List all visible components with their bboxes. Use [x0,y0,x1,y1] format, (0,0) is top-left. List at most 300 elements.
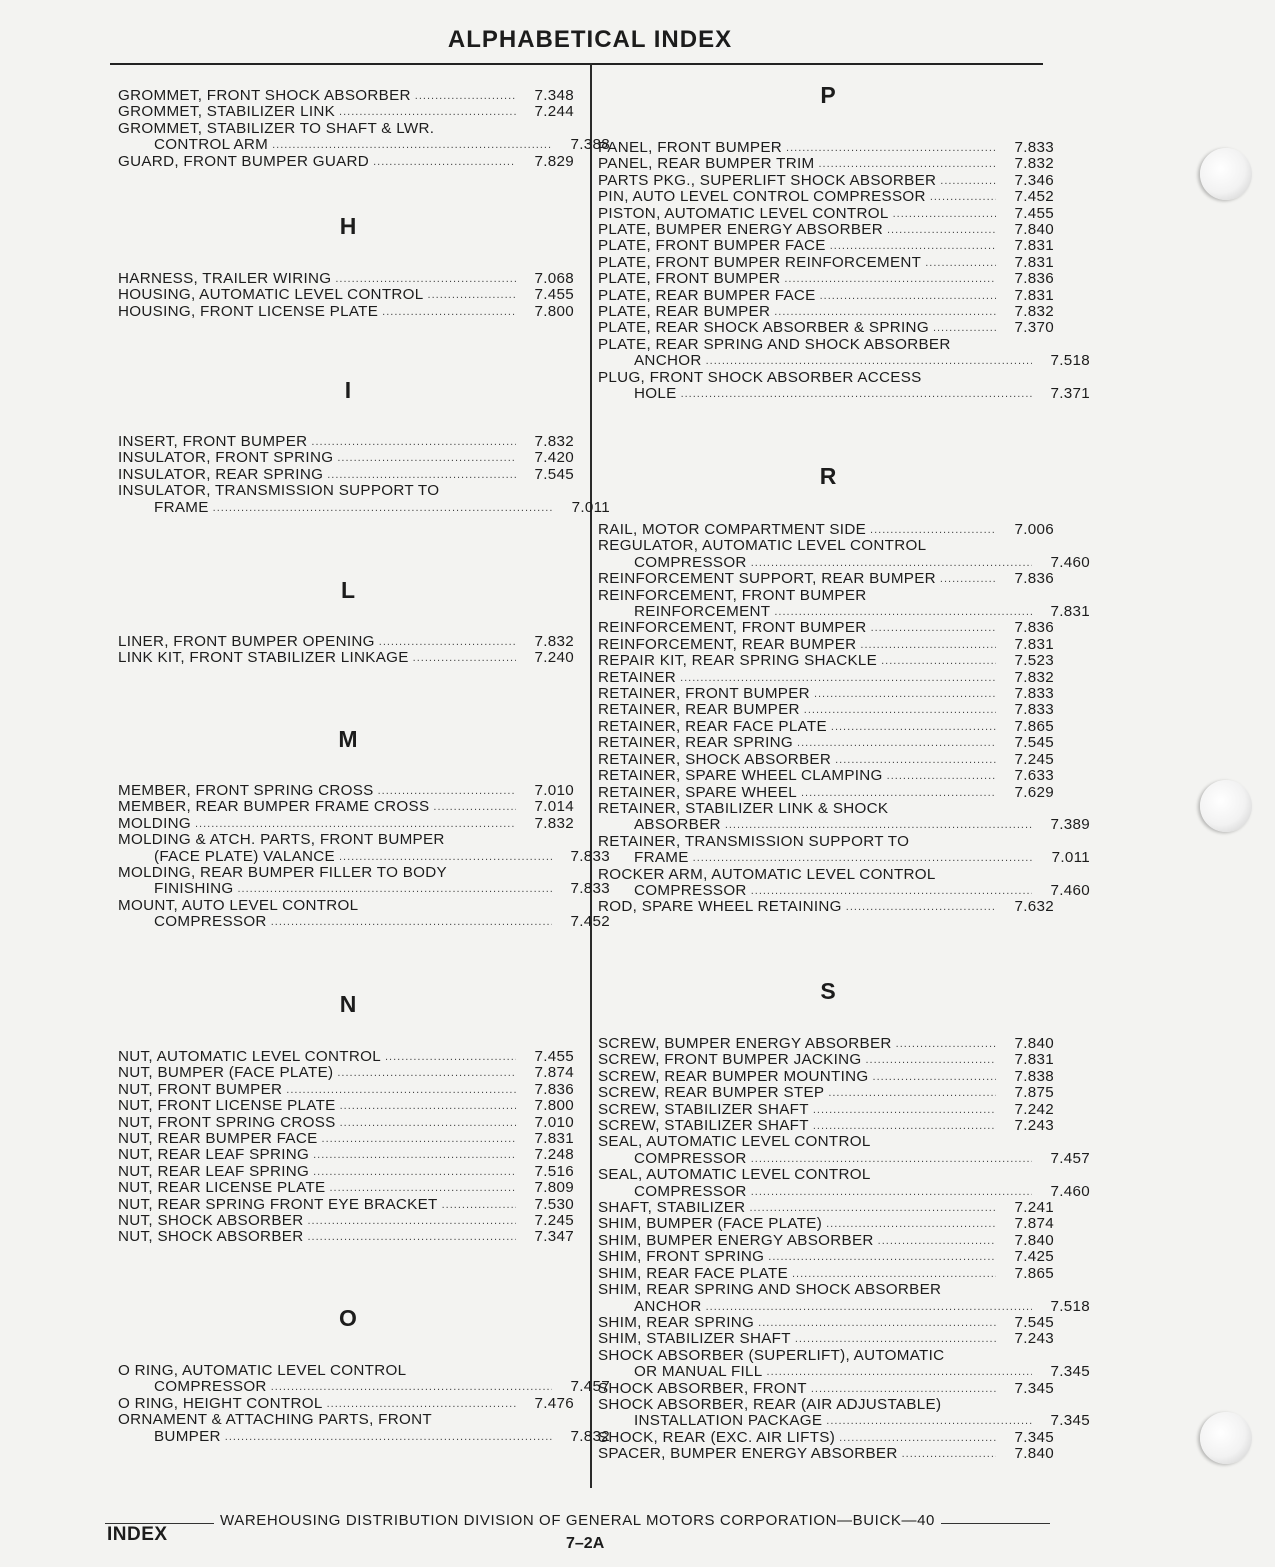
dot-leader [225,1429,552,1445]
entry-line [598,288,1058,304]
entry-continuation-line [118,881,614,897]
entry-line [598,1134,1058,1150]
page-reference: 7.832 [1014,304,1054,321]
entry-text: O RING, HEIGHT CONTROL [118,1395,323,1412]
entry-line [598,1118,1058,1134]
page-title: ALPHABETICAL INDEX [447,26,733,53]
page-reference: 7.831 [534,1131,574,1148]
section-p-entries [598,140,1090,403]
page-reference: 7.809 [534,1180,574,1197]
section-i-entries [118,434,610,516]
entry-line [598,735,1058,751]
section-letter: L [340,577,356,603]
page-reference: 7.457 [570,1379,610,1396]
entry-continuation-line [598,1299,1094,1315]
page-reference: 7.455 [534,1049,574,1065]
page-reference: 7.831 [1050,604,1090,621]
entry-line [118,832,578,848]
entry-line [598,719,1058,735]
entry-text: NUT, FRONT SPRING CROSS [118,1114,336,1131]
index-entry [118,897,610,931]
page-reference: 7.629 [1014,784,1054,801]
entry-text: NUT, REAR LICENSE PLATE [118,1180,326,1197]
dot-leader [335,271,516,287]
section-letter: N [339,991,357,1017]
index-entry [598,1167,1090,1200]
entry-line [598,571,1058,587]
index-entry [118,88,580,104]
index-entry [598,320,1060,336]
entry-line [598,1446,1058,1462]
dot-leader [814,686,996,702]
page-reference: 7.011 [571,499,610,516]
entry-text: HOLE [634,386,677,403]
page-reference: 7.518 [1050,1298,1090,1315]
entry-continuation-line [598,353,1094,369]
entry-line [598,1069,1058,1085]
index-entry [118,865,610,898]
dot-leader [311,434,516,450]
index-entry [598,1315,1060,1331]
dot-leader [272,137,552,153]
section-i [118,370,580,410]
entry-line [598,173,1058,189]
entry-text: ORNAMENT & ATTACHING PARTS, FRONT [118,1412,432,1429]
entry-text: SHIM, REAR SPRING [598,1314,755,1331]
entry-line [118,1180,578,1196]
dot-leader [887,222,996,238]
dot-leader [337,450,516,466]
index-entry [598,1069,1060,1085]
dot-leader [873,1069,996,1085]
page-reference: 7.460 [1050,882,1090,899]
dot-leader [811,1381,996,1397]
entry-text: RETAINER, REAR FACE PLATE [598,718,827,735]
entry-line [598,1036,1058,1052]
index-entry [598,189,1060,205]
page-reference: 7.425 [1014,1249,1054,1266]
entry-line [118,1213,578,1229]
index-entry [598,173,1060,189]
dot-leader [871,620,996,636]
page-reference: 7.838 [1014,1068,1054,1085]
index-entry [118,450,580,466]
page-reference: 7.831 [1014,287,1054,304]
entry-continuation-line [598,850,1094,866]
page-reference: 7.452 [1014,189,1054,206]
index-entry [118,483,610,516]
entry-text: NUT, REAR SPRING FRONT EYE BRACKET [118,1196,438,1213]
entry-line [598,752,1058,768]
section-letter: M [338,726,358,752]
entry-line [598,867,1058,883]
page-reference: 7.833 [570,848,610,865]
section-m [118,719,580,759]
entry-text: (FACE PLATE) VALANCE [154,848,335,865]
entry-line [118,816,578,832]
entry-text: REINFORCEMENT, FRONT BUMPER [598,587,867,604]
entry-text: NUT, REAR LEAF SPRING [118,1147,310,1164]
dot-leader [835,752,996,768]
page-reference: 7.632 [1014,899,1054,916]
index-entry [598,1430,1060,1446]
entry-line [598,255,1058,271]
page-reference: 7.348 [534,88,574,104]
entry-line [598,670,1058,686]
index-entry [118,1363,610,1396]
section-r [598,456,1060,496]
page-reference: 7.245 [534,1213,574,1230]
entry-line [118,1396,578,1412]
entry-text: NUT, BUMPER (FACE PLATE) [118,1065,334,1082]
entry-text: FRAME [634,850,689,867]
entry-line [118,1049,578,1065]
entry-line [598,370,1058,386]
entry-text: INSULATOR, REAR SPRING [118,466,324,483]
entry-text: PLATE, REAR BUMPER FACE [598,287,816,304]
dot-leader [826,1413,1032,1429]
index-entry [598,899,1060,915]
index-entry [118,1412,610,1445]
dot-leader [415,88,516,104]
page-reference: 7.831 [1014,238,1054,255]
dot-leader [313,1147,516,1163]
page-reference: 7.518 [1050,353,1090,370]
page-reference: 7.840 [1014,222,1054,239]
entry-text: PANEL, FRONT BUMPER [598,140,783,156]
entry-text: GROMMET, STABILIZER TO SHAFT & LWR. [118,120,435,137]
entry-line [598,1282,1058,1298]
dot-leader [725,817,1032,833]
index-entry [118,1098,580,1114]
section-s-entries [598,1036,1090,1463]
index-entry [598,866,1090,900]
entry-continuation-line [598,1151,1094,1167]
dot-leader [313,1164,516,1180]
entry-text: REPAIR KIT, REAR SPRING SHACKLE [598,653,878,670]
entry-text: RETAINER, FRONT BUMPER [598,686,810,703]
page-reference: 7.840 [1014,1036,1054,1052]
page-reference: 7.242 [1014,1101,1054,1118]
page-reference: 7.840 [1014,1232,1054,1249]
binder-hole [1200,780,1252,832]
entry-text: PLATE, REAR SHOCK ABSORBER & SPRING [598,320,929,337]
entry-text: SHIM, BUMPER (FACE PLATE) [598,1216,823,1233]
entry-text: SEAL, AUTOMATIC LEVEL CONTROL [598,1134,871,1151]
page-reference: 7.633 [1014,768,1054,785]
entry-line [598,768,1058,784]
dot-leader [322,1131,516,1147]
page-reference: 7.829 [534,153,574,170]
page-reference: 7.248 [534,1147,574,1164]
dot-leader [940,571,996,587]
entry-line [118,1131,578,1147]
dot-leader [933,320,996,336]
index-entry [598,222,1060,238]
index-entry [598,336,1090,370]
dot-leader [327,467,516,483]
entry-text: NUT, SHOCK ABSORBER [118,1213,304,1230]
dot-leader [930,189,996,205]
entry-line [598,1216,1058,1232]
entry-text: INSTALLATION PACKAGE [634,1413,823,1430]
entry-continuation-line [118,849,614,865]
entry-text: REINFORCEMENT, REAR BUMPER [598,636,857,653]
entry-text: NUT, AUTOMATIC LEVEL CONTROL [118,1049,381,1065]
dot-leader [706,353,1032,369]
entry-line [118,450,578,466]
entry-text: RETAINER, REAR BUMPER [598,702,800,719]
entry-text: MOLDING [118,815,191,832]
entry-line [598,222,1058,238]
entry-line [598,1430,1058,1446]
index-entry [118,467,580,483]
dot-leader [681,386,1032,402]
entry-continuation-line [598,1364,1094,1380]
entry-text: HOUSING, AUTOMATIC LEVEL CONTROL [118,287,424,304]
section-letter: S [820,978,836,1004]
entry-continuation-line [598,386,1094,402]
entry-text: NUT, REAR LEAF SPRING [118,1163,310,1180]
dot-leader [813,1118,996,1134]
entry-text: PLATE, FRONT BUMPER FACE [598,238,826,255]
section-label: INDEX [107,1524,168,1545]
entry-line [118,1082,578,1098]
index-entry [118,1180,580,1196]
entry-text: ABSORBER [634,817,721,834]
entry-line [598,588,1058,604]
dot-leader [774,604,1032,620]
page-reference: 7.346 [1014,172,1054,189]
index-entry [598,702,1060,718]
entry-text: HOUSING, FRONT LICENSE PLATE [118,303,379,320]
dot-leader [820,288,996,304]
entry-text: ROD, SPARE WHEEL RETAINING [598,899,842,916]
entry-text: PLATE, FRONT BUMPER [598,271,781,288]
dot-leader [940,173,996,189]
entry-line [598,1233,1058,1249]
page-reference: 7.833 [1014,140,1054,156]
entry-line [598,1397,1058,1413]
entry-line [598,637,1058,653]
entry-text: MOLDING, REAR BUMPER FILLER TO BODY [118,865,447,882]
section-letter: R [819,463,837,489]
entry-text: RETAINER, REAR SPRING [598,735,794,752]
dot-leader [442,1197,516,1213]
page-number: 7–2A [566,1535,605,1552]
entry-line [598,1348,1058,1364]
entry-text: COMPRESSOR [634,882,747,899]
index-entry [118,1213,580,1229]
page-reference: 7.345 [1050,1413,1090,1430]
index-entry [598,1347,1090,1381]
entry-line [118,154,578,170]
section-n-entries [118,1049,580,1246]
dot-leader [804,702,996,718]
dot-leader [329,1180,516,1196]
index-entry [598,670,1060,686]
dot-leader [271,914,552,930]
page-reference: 7.836 [534,1081,574,1098]
entry-line [118,650,578,666]
entry-line [598,686,1058,702]
section-r-entries [598,522,1090,916]
page-reference: 7.455 [1014,205,1054,222]
entry-line [118,304,578,320]
entry-text: REINFORCEMENT [634,604,771,621]
page-reference: 7.244 [534,104,574,121]
index-entry [118,816,580,832]
index-entry [118,1197,580,1213]
entry-line [118,287,578,303]
page-reference: 7.832 [534,634,574,650]
index-entry [118,1147,580,1163]
entry-line [598,189,1058,205]
entry-continuation-line [598,1184,1094,1200]
entry-line [118,1098,578,1114]
index-entry [598,653,1060,669]
entry-continuation-line [598,817,1094,833]
index-entry [118,783,580,799]
entry-line [118,783,578,799]
index-entry [598,1282,1090,1315]
page-reference: 7.545 [1014,1314,1054,1331]
entry-text: PANEL, REAR BUMPER TRIM [598,156,815,173]
index-entry [598,800,1090,834]
entry-text: REINFORCEMENT, FRONT BUMPER [598,620,867,637]
entry-line [598,1167,1058,1183]
dot-leader [846,899,996,915]
page-reference: 7.832 [534,815,574,832]
entry-text: NUT, REAR BUMPER FACE [118,1131,318,1148]
dot-leader [413,650,516,666]
dot-leader [813,1102,996,1118]
page-reference: 7.006 [1014,522,1054,538]
entry-line [598,785,1058,801]
entry-continuation-line [598,883,1094,899]
entry-line [118,1412,578,1428]
index-entry [598,271,1060,287]
dot-leader [839,1430,996,1446]
entry-text: HARNESS, TRAILER WIRING [118,271,332,287]
entry-line [598,206,1058,222]
dot-leader [213,500,552,516]
page-reference: 7.800 [534,303,574,320]
index-entry [598,1036,1060,1052]
entry-line [118,634,578,650]
entry-line [598,899,1058,915]
dot-leader [327,1396,516,1412]
entry-text: INSULATOR, TRANSMISSION SUPPORT TO [118,483,440,500]
index-entry [598,522,1060,538]
entry-text: PLATE, REAR BUMPER [598,304,771,321]
entry-continuation-line [598,555,1094,571]
entry-text: COMPRESSOR [634,1183,747,1200]
page-reference: 7.011 [1051,850,1090,867]
index-entry [598,1102,1060,1118]
entry-text: MOUNT, AUTO LEVEL CONTROL [118,897,359,914]
dot-leader [307,1229,516,1245]
dot-leader [749,1200,996,1216]
entry-text: RAIL, MOTOR COMPARTMENT SIDE [598,522,867,538]
entry-text: GROMMET, FRONT SHOCK ABSORBER [118,88,411,104]
index-entry [598,571,1060,587]
entry-continuation-line [118,914,614,930]
entry-line [598,801,1058,817]
entry-text: SEAL, AUTOMATIC LEVEL CONTROL [598,1167,871,1184]
index-entry [598,1249,1060,1265]
index-entry [598,785,1060,801]
dot-leader [433,799,516,815]
page-reference: 7.389 [1050,817,1090,834]
page-reference: 7.460 [1050,1183,1090,1200]
index-entry [598,206,1060,222]
entry-line [598,1331,1058,1347]
dot-leader [893,206,996,222]
dot-leader [792,1266,996,1282]
entry-line [598,1102,1058,1118]
dot-leader [826,1216,996,1232]
section-letter: H [339,213,357,239]
binder-hole [1200,1412,1252,1464]
entry-text: SHAFT, STABILIZER [598,1200,746,1217]
header-rule [110,63,1043,65]
dot-leader [801,785,996,801]
entry-text: COMPRESSOR [634,554,747,571]
page-reference: 7.245 [1014,751,1054,768]
dot-leader [706,1299,1032,1315]
entry-text: SCREW, REAR BUMPER MOUNTING [598,1068,869,1085]
entry-text: RETAINER, SHOCK ABSORBER [598,751,832,768]
entry-text: PLUG, FRONT SHOCK ABSORBER ACCESS [598,369,922,386]
footer-rule-right [941,1523,1050,1524]
dot-leader [768,1249,996,1265]
entry-text: SHIM, FRONT SPRING [598,1249,765,1266]
section-h [118,206,580,246]
index-entry [118,304,580,320]
entry-text: SHOCK ABSORBER, FRONT [598,1380,807,1397]
dot-leader [831,719,996,735]
page-reference: 7.836 [1014,620,1054,637]
page-reference: 7.452 [570,914,610,931]
section-o [118,1298,580,1338]
index-entry [118,154,580,170]
dot-leader [896,1036,996,1052]
index-entry [598,587,1090,621]
dot-leader [784,271,996,287]
index-entry [118,650,580,666]
index-entry [118,1131,580,1147]
index-entry [118,104,580,120]
page-reference: 7.530 [534,1196,574,1213]
dot-leader [237,881,552,897]
dot-leader [751,1184,1032,1200]
page-reference: 7.420 [534,450,574,467]
entry-text: SPACER, BUMPER ENERGY ABSORBER [598,1446,898,1463]
entry-text: PISTON, AUTOMATIC LEVEL CONTROL [598,205,889,222]
page-reference: 7.068 [534,271,574,287]
entry-text: RETAINER, SPARE WHEEL [598,784,797,801]
index-entry [598,1331,1060,1347]
entry-text: PARTS PKG., SUPERLIFT SHOCK ABSORBER [598,172,937,189]
page-reference: 7.832 [570,1428,610,1445]
page-reference: 7.241 [1014,1200,1054,1217]
dot-leader [751,883,1032,899]
entry-line [118,1363,578,1379]
index-entry [598,1134,1090,1167]
entry-text: LINK KIT, FRONT STABILIZER LINKAGE [118,650,409,667]
page-reference: 7.240 [534,650,574,667]
